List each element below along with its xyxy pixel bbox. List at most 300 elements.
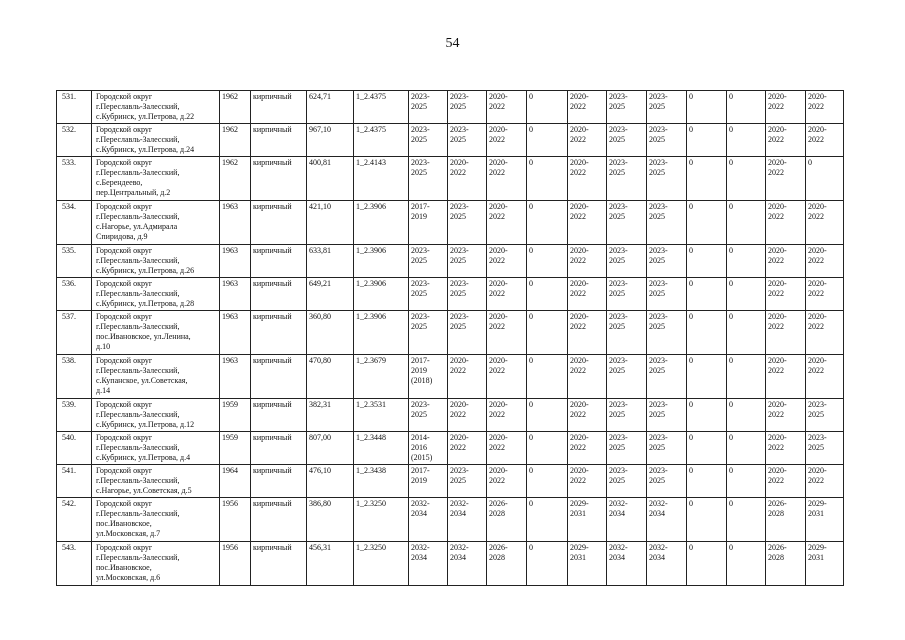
period-cell	[448, 278, 487, 311]
address-line: Городской округ	[96, 400, 153, 409]
code-cell: 1_2.4375	[354, 91, 409, 124]
period-cell	[687, 124, 727, 157]
code-cell: 1_2.3906	[354, 245, 409, 278]
period-cell	[607, 399, 647, 432]
period-cell	[766, 465, 806, 498]
period-line: 2023-	[411, 158, 430, 167]
period-cell	[647, 542, 687, 586]
period-cell	[766, 542, 806, 586]
period-line: 2022	[570, 410, 586, 419]
address-line: г.Переславль-Залесский,	[96, 322, 180, 331]
address-cell	[92, 157, 220, 201]
address-line: Городской округ	[96, 312, 153, 321]
period-line: 2022	[570, 135, 586, 144]
period-cell	[607, 311, 647, 355]
address-line: Спиридова, д.9	[96, 232, 148, 241]
period-line: 2022	[768, 256, 784, 265]
period-line: 2025	[450, 102, 466, 111]
period-line: 2034	[450, 509, 466, 518]
material-cell: кирпичный	[251, 465, 307, 498]
period-cell	[527, 124, 568, 157]
period-cell	[487, 432, 527, 465]
period-cell	[448, 245, 487, 278]
table-row	[57, 399, 877, 432]
table-row	[57, 542, 877, 586]
period-line: 2025	[609, 135, 625, 144]
period-line: 0	[729, 158, 733, 167]
year-cell: 1962	[220, 157, 251, 201]
period-line: 2023-	[609, 125, 628, 134]
period-line: 2034	[411, 553, 427, 562]
period-line: 2020-	[489, 246, 508, 255]
period-line: 2020-	[570, 246, 589, 255]
period-cell	[727, 432, 766, 465]
year-cell: 1956	[220, 542, 251, 586]
period-line: 2022	[570, 102, 586, 111]
row-number-cell: 543.	[57, 542, 92, 586]
period-cell	[727, 498, 766, 542]
code-cell: 1_2.3906	[354, 201, 409, 245]
period-line: 0	[529, 158, 533, 167]
period-cell	[607, 157, 647, 201]
period-cell	[409, 124, 448, 157]
period-line: 2022	[768, 212, 784, 221]
period-line: 2032-	[649, 543, 668, 552]
period-line: 2025	[649, 102, 665, 111]
address-line: г.Переславль-Залесский,	[96, 553, 180, 562]
year-cell: 1962	[220, 124, 251, 157]
period-line: 2023-	[411, 92, 430, 101]
address-line: г.Переславль-Залесский,	[96, 476, 180, 485]
period-line: 2023-	[609, 466, 628, 475]
period-line: (2015)	[411, 453, 433, 462]
period-cell	[409, 278, 448, 311]
address-line: г.Переславль-Залесский,	[96, 168, 180, 177]
area-cell: 624,71	[307, 91, 354, 124]
period-cell	[409, 498, 448, 542]
period-cell	[487, 498, 527, 542]
period-line: 2025	[609, 289, 625, 298]
period-cell	[766, 311, 806, 355]
address-line: г.Переславль-Залесский,	[96, 289, 180, 298]
period-line: 2034	[609, 553, 625, 562]
period-line: 2022	[808, 289, 824, 298]
material-cell: кирпичный	[251, 124, 307, 157]
period-cell	[487, 245, 527, 278]
material-cell: кирпичный	[251, 311, 307, 355]
period-line: 0	[529, 279, 533, 288]
address-line: пос.Ивановское,	[96, 563, 152, 572]
period-line: 2020-	[489, 400, 508, 409]
period-line: 2025	[808, 410, 824, 419]
period-cell	[727, 278, 766, 311]
period-line: 2025	[411, 168, 427, 177]
period-line: 2025	[609, 410, 625, 419]
period-cell	[727, 542, 766, 586]
period-line: 2020-	[808, 92, 827, 101]
period-cell	[607, 355, 647, 399]
period-cell	[487, 542, 527, 586]
period-cell	[568, 399, 607, 432]
period-cell	[487, 355, 527, 399]
period-line: 2022	[808, 135, 824, 144]
period-cell	[647, 91, 687, 124]
row-number-cell: 534.	[57, 201, 92, 245]
period-line: 2032-	[450, 499, 469, 508]
period-line: 0	[729, 246, 733, 255]
address-line: с.Кубринск, ул.Петрова, д.12	[96, 420, 195, 429]
area-cell: 470,80	[307, 355, 354, 399]
period-cell	[806, 432, 844, 465]
period-line: 2028	[489, 509, 505, 518]
area-cell: 382,31	[307, 399, 354, 432]
period-line: 2020-	[808, 466, 827, 475]
period-line: 2020-	[768, 202, 787, 211]
period-cell	[727, 124, 766, 157]
period-line: 0	[729, 92, 733, 101]
period-line: 2023-	[649, 158, 668, 167]
area-cell: 421,10	[307, 201, 354, 245]
period-line: 2023-	[450, 279, 469, 288]
period-cell	[727, 245, 766, 278]
period-line: 2022	[808, 102, 824, 111]
area-cell: 360,80	[307, 311, 354, 355]
row-number-cell: 531.	[57, 91, 92, 124]
period-line: 0	[689, 279, 693, 288]
table-row	[57, 465, 877, 498]
period-line: 2029-	[808, 543, 827, 552]
row-number-cell: 537.	[57, 311, 92, 355]
period-line: 2026-	[768, 499, 787, 508]
address-line: Городской округ	[96, 246, 153, 255]
period-line: 2025	[450, 135, 466, 144]
period-cell	[448, 542, 487, 586]
period-line: 2034	[411, 509, 427, 518]
period-line: 2023-	[649, 433, 668, 442]
period-line: 2025	[450, 212, 466, 221]
period-line: 2022	[489, 476, 505, 485]
period-line: 2020-	[808, 279, 827, 288]
code-cell: 1_2.3250	[354, 498, 409, 542]
period-cell	[448, 498, 487, 542]
address-line: пос.Ивановское, ул.Ленина,	[96, 332, 191, 341]
period-cell	[448, 124, 487, 157]
area-cell: 386,80	[307, 498, 354, 542]
period-line: 2032-	[450, 543, 469, 552]
period-line: 2023-	[450, 125, 469, 134]
period-line: 2025	[609, 366, 625, 375]
period-cell	[409, 245, 448, 278]
address-line: г.Переславль-Залесский,	[96, 256, 180, 265]
period-line: 2022	[768, 135, 784, 144]
period-cell	[487, 278, 527, 311]
period-line: 0	[689, 202, 693, 211]
period-cell	[687, 91, 727, 124]
period-line: 2022	[489, 366, 505, 375]
period-cell	[766, 91, 806, 124]
period-line: 2022	[768, 102, 784, 111]
period-line: 0	[729, 400, 733, 409]
period-line: 2032-	[411, 543, 430, 552]
period-cell	[806, 498, 844, 542]
period-line: 0	[529, 400, 533, 409]
period-line: 2023-	[411, 400, 430, 409]
period-line: 0	[729, 356, 733, 365]
period-line: 2022	[768, 168, 784, 177]
period-line: 2025	[649, 168, 665, 177]
period-cell	[647, 245, 687, 278]
period-cell	[687, 311, 727, 355]
area-cell: 476,10	[307, 465, 354, 498]
period-cell	[487, 465, 527, 498]
address-line: ул.Московская, д.7	[96, 529, 161, 538]
code-cell: 1_2.3906	[354, 311, 409, 355]
address-line: г.Переславль-Залесский,	[96, 212, 180, 221]
period-line: 0	[689, 499, 693, 508]
period-cell	[687, 278, 727, 311]
period-line: 2020-	[570, 279, 589, 288]
period-line: 0	[729, 279, 733, 288]
period-line: 2020-	[570, 466, 589, 475]
period-line: 2023-	[649, 279, 668, 288]
address-line: д.14	[96, 386, 111, 395]
period-line: 2025	[411, 289, 427, 298]
address-line: пос.Ивановское,	[96, 519, 152, 528]
address-line: г.Переславль-Залесский,	[96, 410, 180, 419]
period-line: 2014-	[411, 433, 430, 442]
period-cell	[727, 201, 766, 245]
address-line: Городской округ	[96, 466, 153, 475]
period-line: 2020-	[450, 433, 469, 442]
page-number: 54	[445, 36, 460, 51]
period-line: 2025	[649, 443, 665, 452]
period-cell	[568, 124, 607, 157]
period-cell	[448, 201, 487, 245]
period-line: 2025	[609, 256, 625, 265]
period-cell	[527, 498, 568, 542]
period-line: 2020-	[570, 92, 589, 101]
address-line: Городской округ	[96, 499, 153, 508]
period-line: 0	[689, 158, 693, 167]
address-line: г.Переславль-Залесский,	[96, 366, 180, 375]
period-line: 2022	[808, 366, 824, 375]
period-cell	[527, 465, 568, 498]
period-cell	[687, 542, 727, 586]
address-line: пер.Центральный, д.2	[96, 188, 171, 197]
period-line: 2032-	[609, 499, 628, 508]
period-line: 2020-	[808, 312, 827, 321]
period-line: 2023-	[649, 466, 668, 475]
period-cell	[647, 157, 687, 201]
period-line: 2023-	[450, 246, 469, 255]
period-cell	[727, 465, 766, 498]
period-line: 2023-	[411, 246, 430, 255]
period-line: 2017-	[411, 466, 430, 475]
period-cell	[487, 157, 527, 201]
code-cell: 1_2.3679	[354, 355, 409, 399]
period-cell	[527, 355, 568, 399]
period-cell	[727, 399, 766, 432]
period-line: 2034	[649, 509, 665, 518]
period-line: 2023-	[649, 356, 668, 365]
period-line: 2023-	[649, 125, 668, 134]
period-line: 0	[729, 433, 733, 442]
period-cell	[568, 355, 607, 399]
period-cell	[568, 91, 607, 124]
period-line: 2022	[570, 366, 586, 375]
period-line: 2022	[450, 168, 466, 177]
period-line: 2025	[411, 410, 427, 419]
period-cell	[766, 157, 806, 201]
period-line: 2025	[411, 135, 427, 144]
period-cell	[527, 432, 568, 465]
period-cell	[409, 399, 448, 432]
period-cell	[806, 542, 844, 586]
period-line: 2031	[808, 553, 824, 562]
period-line: 0	[529, 543, 533, 552]
table-row	[57, 91, 877, 124]
address-cell	[92, 124, 220, 157]
year-cell: 1963	[220, 278, 251, 311]
period-line: (2018)	[411, 376, 433, 385]
row-number-cell: 536.	[57, 278, 92, 311]
period-line: 2020-	[570, 158, 589, 167]
period-cell	[487, 311, 527, 355]
period-line: 2022	[570, 212, 586, 221]
period-line: 2022	[768, 443, 784, 452]
period-cell	[607, 91, 647, 124]
period-cell	[409, 542, 448, 586]
address-line: Городской округ	[96, 158, 153, 167]
year-cell: 1963	[220, 201, 251, 245]
period-line: 2022	[450, 410, 466, 419]
period-cell	[568, 498, 607, 542]
period-line: 2025	[649, 322, 665, 331]
period-line: 2023-	[609, 158, 628, 167]
period-line: 0	[529, 499, 533, 508]
address-line: с.Берендеево,	[96, 178, 143, 187]
period-line: 2022	[570, 256, 586, 265]
period-line: 2025	[808, 443, 824, 452]
period-line: 2020-	[450, 400, 469, 409]
period-cell	[409, 432, 448, 465]
period-cell	[806, 278, 844, 311]
period-line: 0	[689, 466, 693, 475]
period-line: 2017-	[411, 356, 430, 365]
area-cell: 807,00	[307, 432, 354, 465]
material-cell: кирпичный	[251, 245, 307, 278]
period-line: 2025	[450, 289, 466, 298]
period-line: 2020-	[570, 433, 589, 442]
period-line: 2020-	[570, 400, 589, 409]
period-line: 0	[529, 356, 533, 365]
period-line: 2022	[450, 366, 466, 375]
address-cell	[92, 465, 220, 498]
period-line: 0	[529, 312, 533, 321]
period-cell	[647, 432, 687, 465]
period-cell	[448, 355, 487, 399]
period-cell	[806, 311, 844, 355]
period-cell	[766, 278, 806, 311]
period-line: 2020-	[489, 312, 508, 321]
period-line: 2023-	[411, 125, 430, 134]
period-cell	[607, 498, 647, 542]
period-line: 2031	[570, 509, 586, 518]
address-cell	[92, 311, 220, 355]
period-line: 2020-	[570, 312, 589, 321]
period-line: 0	[529, 92, 533, 101]
period-line: 2022	[768, 322, 784, 331]
period-cell	[727, 311, 766, 355]
period-line: 2016	[411, 443, 427, 452]
period-line: 2020-	[768, 92, 787, 101]
material-cell: кирпичный	[251, 498, 307, 542]
period-line: 2022	[570, 322, 586, 331]
period-line: 2031	[570, 553, 586, 562]
period-line: 2020-	[450, 158, 469, 167]
address-line: с.Кубринск, ул.Петрова, д.28	[96, 299, 195, 308]
period-line: 2025	[609, 476, 625, 485]
period-cell	[487, 201, 527, 245]
area-cell: 633,81	[307, 245, 354, 278]
period-cell	[766, 245, 806, 278]
period-line: 0	[689, 356, 693, 365]
period-cell	[766, 124, 806, 157]
period-line: 2022	[489, 102, 505, 111]
period-line: 0	[689, 312, 693, 321]
period-line: 2023-	[649, 400, 668, 409]
period-line: 2031	[808, 509, 824, 518]
period-line: 2022	[768, 366, 784, 375]
period-line: 2023-	[808, 400, 827, 409]
period-line: 0	[729, 499, 733, 508]
period-cell	[607, 278, 647, 311]
period-cell	[409, 157, 448, 201]
period-cell	[687, 157, 727, 201]
period-cell	[806, 157, 844, 201]
period-cell	[806, 245, 844, 278]
period-line: 2020-	[768, 312, 787, 321]
address-line: г.Переславль-Залесский,	[96, 102, 180, 111]
period-line: 2025	[609, 322, 625, 331]
material-cell: кирпичный	[251, 542, 307, 586]
address-line: Городской округ	[96, 543, 153, 552]
year-cell: 1959	[220, 399, 251, 432]
period-line: 2026-	[489, 499, 508, 508]
period-line: 2032-	[609, 543, 628, 552]
code-cell: 1_2.3448	[354, 432, 409, 465]
area-cell: 649,21	[307, 278, 354, 311]
period-cell	[806, 355, 844, 399]
period-cell	[568, 311, 607, 355]
period-line: 2026-	[768, 543, 787, 552]
address-line: с.Кубринск, ул.Петрова, д.4	[96, 453, 191, 462]
period-line: 2034	[609, 509, 625, 518]
period-line: 2026-	[489, 543, 508, 552]
period-line: 2022	[450, 443, 466, 452]
housing-table	[56, 90, 877, 586]
period-line: 2025	[649, 256, 665, 265]
area-cell: 456,31	[307, 542, 354, 586]
period-line: 2029-	[570, 499, 589, 508]
period-cell	[527, 311, 568, 355]
row-number-cell: 540.	[57, 432, 92, 465]
period-line: 2025	[609, 168, 625, 177]
period-line: 2023-	[450, 202, 469, 211]
period-cell	[568, 245, 607, 278]
period-line: 2023-	[808, 433, 827, 442]
code-cell: 1_2.3250	[354, 542, 409, 586]
